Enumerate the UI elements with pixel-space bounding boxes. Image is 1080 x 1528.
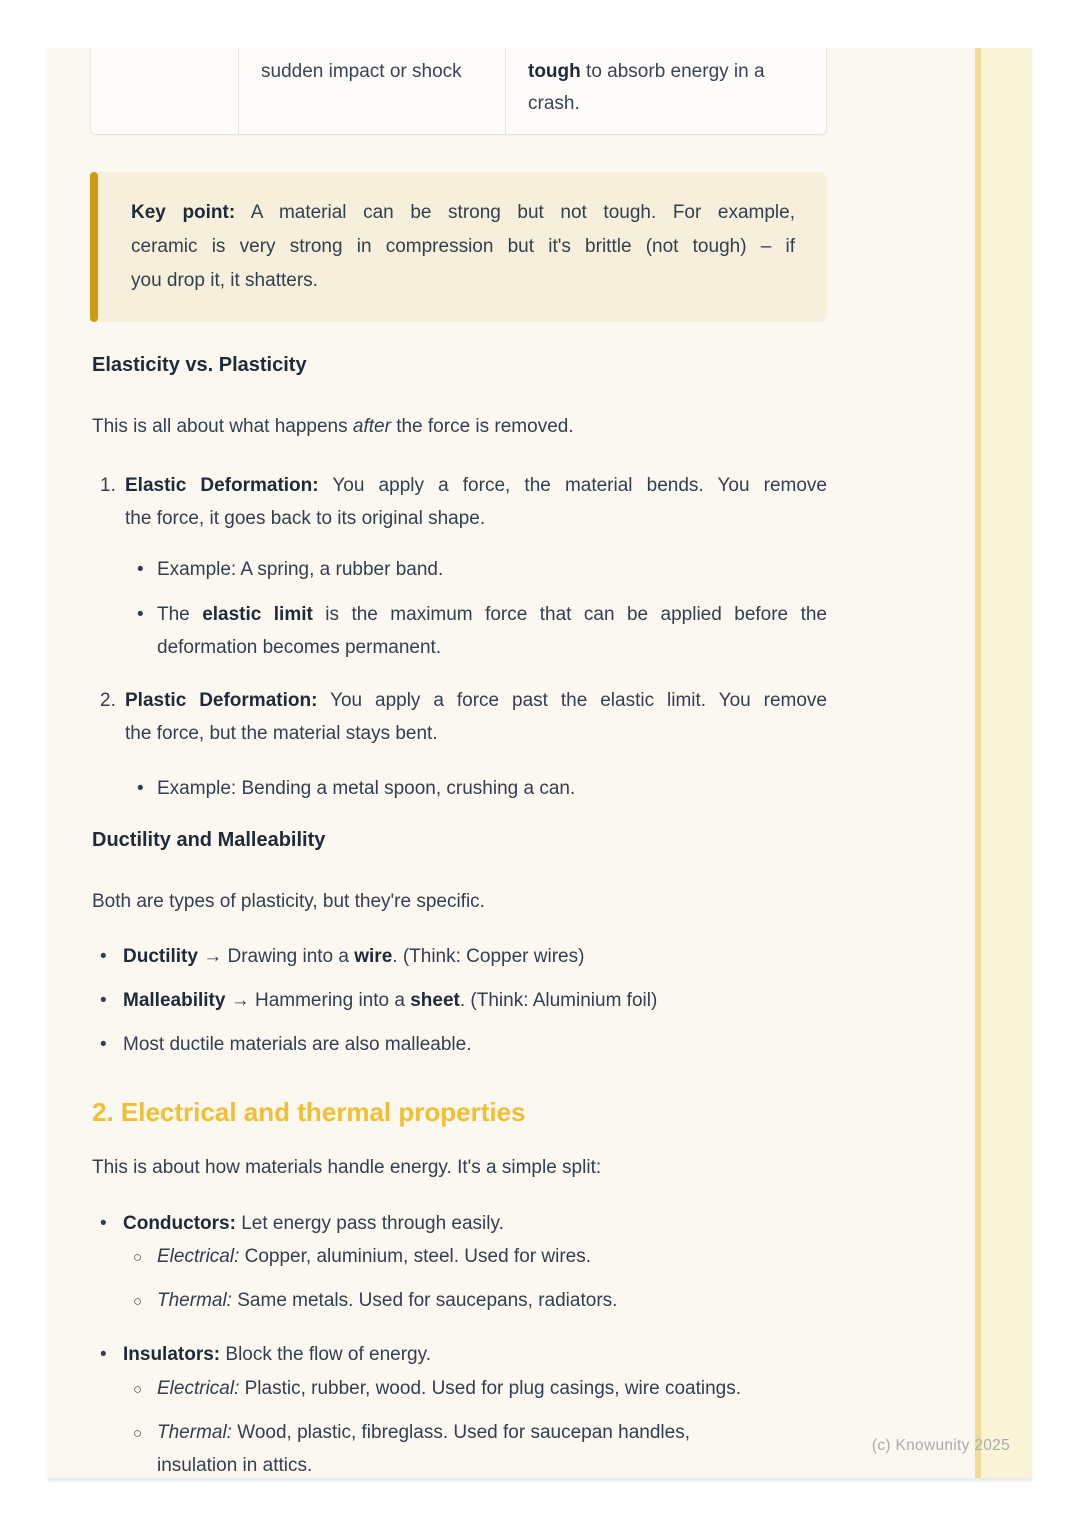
circle-bullet-icon: ○ <box>133 1293 143 1310</box>
bullet-icon: • <box>100 1213 107 1234</box>
circle-bullet-icon: ○ <box>133 1381 143 1398</box>
table-cell-empty <box>91 48 239 134</box>
bullet-icon: • <box>100 990 107 1011</box>
bullet-icon: • <box>100 1344 107 1365</box>
table-cell-text: sudden impact or shock <box>261 61 462 82</box>
sub-bullet-insulators-electrical: ○ Electrical: Plastic, rubber, wood. Used for plug casings, wire coatings. <box>92 1372 827 1405</box>
numbered-item-plastic-deformation: 2. Plastic Deformation: You apply a force past the elastic limit. You remove the force, but the material stays bent. <box>92 684 827 750</box>
paragraph-elasticity-intro: This is all about what happens after the force is removed. <box>92 416 574 437</box>
table-cell-tough: tough to absorb energy in a crash. <box>528 61 765 114</box>
table-fragment <box>90 48 827 135</box>
bullet-malleability: • Malleability → Hammering into a sheet. (Think: Aluminium foil) <box>92 984 827 1017</box>
bullet-icon: • <box>100 1034 107 1055</box>
sub-bullet-conductors-electrical: ○ Electrical: Copper, aluminium, steel. Used for wires. <box>92 1240 827 1273</box>
bullet-elastic-limit: • The elastic limit is the maximum force that can be applied before the deformation becomes permanent. <box>92 598 827 664</box>
bullet-icon: • <box>100 946 107 967</box>
page-edge-strip <box>975 48 1032 1478</box>
table-cell-sudden-impact <box>239 48 506 134</box>
keypoint-text: Key point: A material can be strong but not tough. For example, ceramic is very strong in compression but it's brittle (not tough) – if you drop it, it shatters. <box>131 202 796 291</box>
paragraph-ductility-intro: Both are types of plasticity, but they're specific. <box>92 891 485 912</box>
numbered-item-elastic-deformation: 1. Elastic Deformation: You apply a force, the material bends. You remove the force, it goes back to its original shape. <box>92 469 827 535</box>
paragraph-electrical-intro: This is about how materials handle energy. It's a simple split: <box>92 1157 602 1178</box>
section-heading-ductility: Ductility and Malleability <box>92 829 326 851</box>
bullet-icon: • <box>137 778 144 799</box>
list-number: 2. <box>100 690 116 711</box>
section-heading-elasticity: Elasticity vs. Plasticity <box>92 354 307 376</box>
keypoint-accent-bar <box>90 172 98 322</box>
bullet-icon: • <box>137 559 144 580</box>
bullet-insulators: • Insulators: Block the flow of energy. <box>92 1338 827 1371</box>
bullet-example-spoon: • Example: Bending a metal spoon, crushing a can. <box>92 772 827 805</box>
watermark: (c) Knowunity 2025 <box>871 1437 1010 1454</box>
keypoint-callout <box>90 172 827 322</box>
bullet-example-spring: • Example: A spring, a rubber band. <box>92 553 827 586</box>
circle-bullet-icon: ○ <box>133 1249 143 1266</box>
notes-page <box>48 48 1032 1478</box>
bullet-ductile-malleable: • Most ductile materials are also malleable. <box>92 1028 827 1061</box>
circle-bullet-icon: ○ <box>133 1425 143 1442</box>
list-number: 1. <box>100 475 116 496</box>
bullet-ductility: • Ductility → Drawing into a wire. (Think: Copper wires) <box>92 940 827 973</box>
bullet-conductors: • Conductors: Let energy pass through easily. <box>92 1207 827 1240</box>
sub-bullet-conductors-thermal: ○ Thermal: Same metals. Used for saucepans, radiators. <box>92 1284 827 1317</box>
bullet-icon: • <box>137 604 144 625</box>
section-heading-electrical: 2. Electrical and thermal properties <box>92 1097 526 1127</box>
page-content <box>92 48 827 1478</box>
sub-bullet-insulators-thermal: ○ Thermal: Wood, plastic, fibreglass. Used for saucepan handles, insulation in attics. <box>92 1416 827 1478</box>
